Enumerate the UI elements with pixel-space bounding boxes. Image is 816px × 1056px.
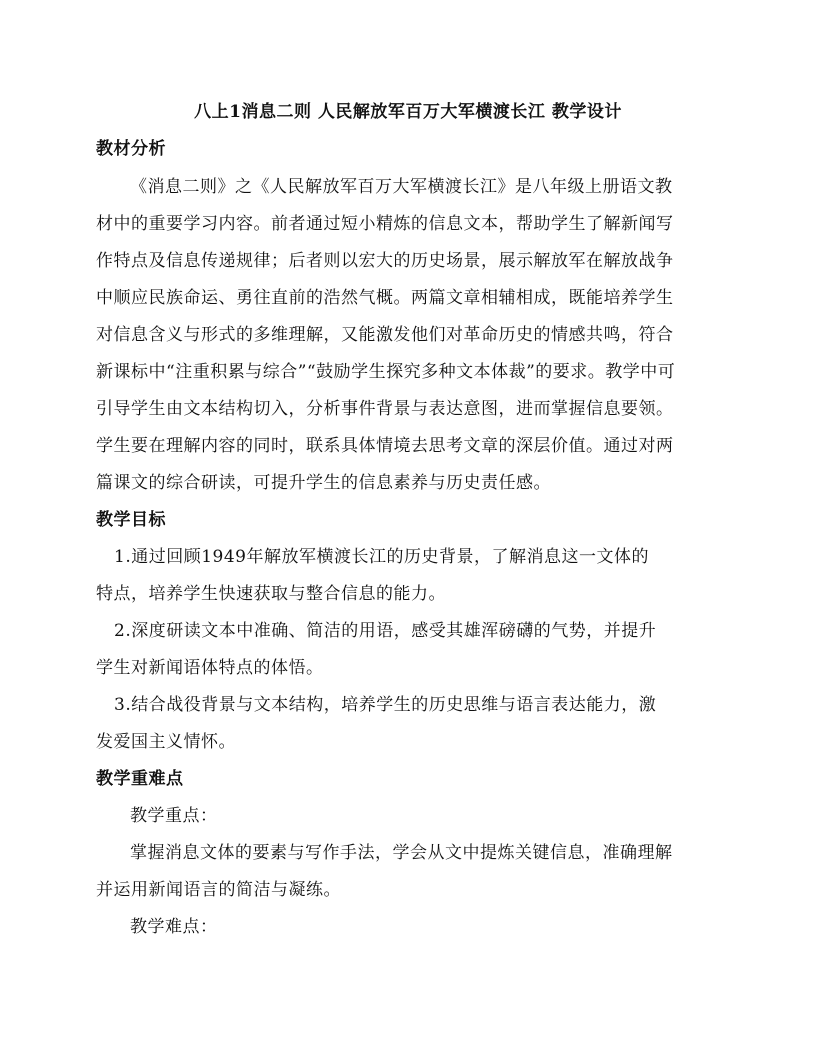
keypoints-line: 教学难点： bbox=[130, 917, 218, 937]
analysis-line: 作特点及信息传递规律；后者则以宏大的历史场景，展示解放军在解放战争 bbox=[96, 251, 674, 271]
analysis-line: 引导学生由文本结构切入，分析事件背景与表达意图，进而掌握信息要领。 bbox=[96, 399, 674, 419]
goals-line: 1.通过回顾1949年解放军横渡长江的历史背景，了解消息这一文体的 bbox=[114, 547, 649, 567]
section-heading-keypoints: 教学重难点 bbox=[96, 769, 184, 789]
document-title: 八上1消息二则 人民解放军百万大军横渡长江 教学设计 bbox=[194, 102, 622, 122]
analysis-line: 对信息含义与形式的多维理解，又能激发他们对革命历史的情感共鸣，符合 bbox=[96, 325, 674, 345]
goals-line: 特点，培养学生快速获取与整合信息的能力。 bbox=[96, 584, 446, 604]
analysis-line: 新课标中“注重积累与综合”“鼓励学生探究多种文本体裁”的要求。教学中可 bbox=[96, 362, 676, 382]
keypoints-line: 掌握消息文体的要素与写作手法，学会从文中提炼关键信息，准确理解 bbox=[130, 843, 673, 863]
keypoints-line: 教学重点： bbox=[130, 806, 218, 826]
analysis-line: 中顺应民族命运、勇往直前的浩然气概。两篇文章相辅相成，既能培养学生 bbox=[96, 288, 674, 308]
section-heading-analysis: 教材分析 bbox=[96, 139, 166, 159]
analysis-line: 篇课文的综合研读，可提升学生的信息素养与历史责任感。 bbox=[96, 473, 551, 493]
goals-line: 3.结合战役背景与文本结构，培养学生的历史思维与语言表达能力，激 bbox=[114, 695, 657, 715]
goals-line: 发爱国主义情怀。 bbox=[96, 732, 236, 752]
keypoints-line: 并运用新闻语言的简洁与凝练。 bbox=[96, 880, 341, 900]
goals-line: 学生对新闻语体特点的体悟。 bbox=[96, 658, 324, 678]
goals-line: 2.深度研读文本中准确、简洁的用语，感受其雄浑磅礴的气势，并提升 bbox=[114, 621, 657, 641]
analysis-line: 材中的重要学习内容。前者通过短小精炼的信息文本，帮助学生了解新闻写 bbox=[96, 214, 674, 234]
section-heading-goals: 教学目标 bbox=[96, 510, 166, 530]
analysis-line: 学生要在理解内容的同时，联系具体情境去思考文章的深层价值。通过对两 bbox=[96, 436, 674, 456]
analysis-line: 《消息二则》之《人民解放军百万大军横渡长江》是八年级上册语文教 bbox=[130, 177, 673, 197]
